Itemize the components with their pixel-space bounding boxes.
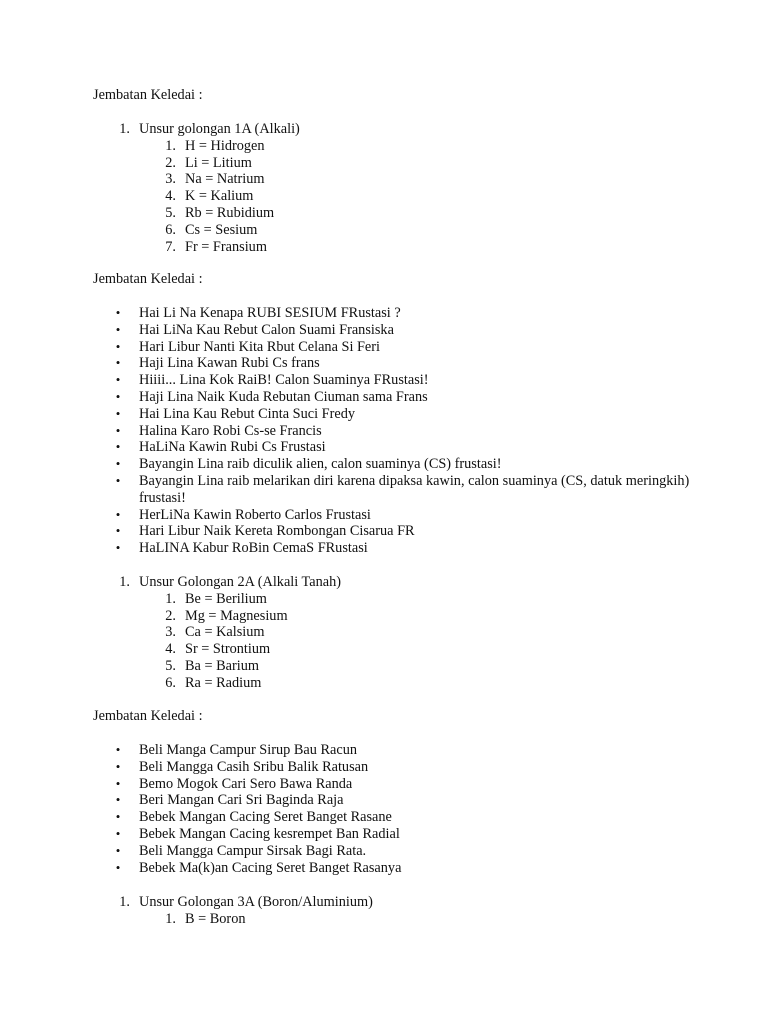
mnemonic-item — [0, 826, 768, 843]
list-number: 1. — [119, 894, 130, 910]
mnemonic-item — [0, 439, 768, 456]
mnemonic-text: Hai Li Na Kenapa RUBI SESIUM FRustasi ? — [139, 305, 401, 321]
mnemonic-text: Bebek Mangan Cacing Seret Banget Rasane — [139, 809, 392, 826]
element-number: 1. — [165, 590, 176, 607]
element-text: K = Kalium — [185, 188, 254, 205]
mnemonic-text: Hai LiNa Kau Rebut Calon Suami Fransiska — [139, 321, 394, 338]
list-number: 1. — [119, 121, 130, 137]
mnemonic-text: HaLINA Kabur RoBin CemaS FRustasi — [139, 540, 368, 557]
element-text: Ca = Kalsium — [185, 624, 265, 641]
mnemonic-item — [0, 759, 768, 776]
element-text: Be = Berilium — [185, 590, 267, 607]
mnemonic-item — [0, 523, 768, 540]
element-number: 6. — [165, 674, 176, 691]
element-list — [0, 591, 768, 692]
bullet-icon: • — [115, 456, 121, 472]
element-number: 2. — [165, 607, 176, 624]
mnemonic-item — [0, 776, 768, 793]
bullet-icon: • — [115, 388, 121, 404]
mnemonic-text: Hiiii... Lina Kok RaiB! Calon Suaminya FRustasi! — [139, 372, 429, 389]
group-title: Unsur Golongan 3A (Boron/Aluminium) — [139, 894, 373, 910]
element-item — [0, 608, 768, 625]
bullet-icon: • — [115, 372, 121, 388]
mnemonic-item — [0, 860, 768, 877]
group-title: Unsur Golongan 2A (Alkali Tanah) — [139, 574, 342, 590]
element-item — [0, 239, 768, 256]
mnemonic-list-2a — [0, 742, 768, 876]
bullet-icon: • — [115, 439, 121, 455]
group-title-row — [0, 121, 768, 138]
mnemonic-item — [0, 423, 768, 440]
element-list — [0, 911, 768, 928]
mnemonic-text: Bayangin Lina raib diculik alien, calon suaminya (CS) frustasi! — [139, 456, 502, 473]
element-item — [0, 155, 768, 172]
element-number: 3. — [165, 171, 176, 188]
element-item — [0, 591, 768, 608]
element-item — [0, 658, 768, 675]
mnemonic-item — [0, 406, 768, 423]
bullet-icon: • — [115, 523, 121, 539]
element-item — [0, 641, 768, 658]
element-number: 3. — [165, 624, 176, 641]
mnemonic-text: HerLiNa Kawin Roberto Carlos Frustasi — [139, 506, 371, 523]
mnemonic-item — [0, 322, 768, 339]
element-number: 1. — [165, 137, 176, 154]
element-item — [0, 624, 768, 641]
section-heading: Jembatan Keledai : — [93, 87, 203, 103]
group-3a-list — [0, 894, 768, 928]
element-number: 4. — [165, 641, 176, 658]
element-text: H = Hidrogen — [185, 137, 265, 154]
bullet-icon: • — [115, 775, 121, 791]
mnemonic-text: Beli Mangga Casih Sribu Balik Ratusan — [139, 758, 369, 775]
mnemonic-item — [0, 507, 768, 524]
mnemonic-text: Hai Lina Kau Rebut Cinta Suci Fredy — [139, 405, 356, 422]
mnemonic-text: Haji Lina Naik Kuda Rebutan Ciuman sama Frans — [139, 388, 428, 405]
element-item — [0, 188, 768, 205]
element-text: Fr = Fransium — [185, 238, 267, 255]
bullet-icon: • — [115, 305, 121, 320]
group-2a-list — [0, 574, 768, 692]
mnemonic-text: Beri Mangan Cari Sri Baginda Raja — [139, 792, 344, 809]
bullet-icon: • — [115, 842, 121, 858]
group-title-row — [0, 574, 768, 591]
element-item — [0, 675, 768, 692]
mnemonic-text: Haji Lina Kawan Rubi Cs frans — [139, 355, 320, 372]
element-item — [0, 171, 768, 188]
list-number: 1. — [119, 574, 130, 590]
mnemonic-item — [0, 305, 768, 322]
element-text: Rb = Rubidium — [185, 204, 275, 221]
element-number: 4. — [165, 188, 176, 205]
element-number: 7. — [165, 238, 176, 255]
mnemonic-text: Bemo Mogok Cari Sero Bawa Randa — [139, 775, 353, 792]
element-item — [0, 138, 768, 155]
mnemonic-item — [0, 372, 768, 389]
bullet-icon: • — [115, 792, 121, 808]
element-item — [0, 205, 768, 222]
bullet-icon: • — [115, 355, 121, 371]
element-text: Ra = Radium — [185, 674, 262, 691]
element-text: Cs = Sesium — [185, 221, 258, 238]
mnemonic-text: HaLiNa Kawin Rubi Cs Frustasi — [139, 439, 326, 456]
bullet-icon: • — [115, 405, 121, 421]
bullet-icon: • — [115, 422, 121, 438]
bullet-icon: • — [115, 321, 121, 337]
element-item — [0, 222, 768, 239]
bullet-icon: • — [115, 506, 121, 522]
mnemonic-item — [0, 809, 768, 826]
mnemonic-item — [0, 742, 768, 759]
bullet-icon: • — [115, 758, 121, 774]
section-heading: Jembatan Keledai : — [93, 708, 203, 724]
element-text: B = Boron — [185, 910, 246, 927]
mnemonic-item — [0, 389, 768, 406]
mnemonic-list-1a — [0, 305, 768, 557]
element-number: 1. — [165, 910, 176, 927]
element-text: Sr = Strontium — [185, 641, 271, 658]
group-title-row — [0, 894, 768, 911]
element-text: Ba = Barium — [185, 657, 259, 674]
bullet-icon: • — [115, 825, 121, 841]
mnemonic-text: Bebek Ma(k)an Cacing Seret Banget Rasanya — [139, 859, 402, 876]
bullet-icon: • — [115, 809, 121, 825]
element-number: 2. — [165, 154, 176, 171]
mnemonic-text: Hari Libur Naik Kereta Rombongan Cisarua FR — [139, 523, 415, 540]
element-text: Mg = Magnesium — [185, 607, 288, 624]
group-1a-list — [0, 121, 768, 255]
bullet-icon: • — [115, 472, 121, 488]
mnemonic-item — [0, 473, 768, 507]
bullet-icon: • — [115, 338, 121, 354]
group-title: Unsur golongan 1A (Alkali) — [139, 121, 300, 137]
mnemonic-item — [0, 339, 768, 356]
element-item — [0, 911, 768, 928]
mnemonic-text: Beli Manga Campur Sirup Bau Racun — [139, 742, 357, 758]
element-number: 6. — [165, 221, 176, 238]
mnemonic-text: Hari Libur Nanti Kita Rbut Celana Si Feri — [139, 338, 381, 355]
mnemonic-item — [0, 792, 768, 809]
mnemonic-item — [0, 355, 768, 372]
mnemonic-text: Bebek Mangan Cacing kesrempet Ban Radial — [139, 825, 400, 842]
mnemonic-text: Halina Karo Robi Cs-se Francis — [139, 422, 322, 439]
mnemonic-text: Beli Mangga Campur Sirsak Bagi Rata. — [139, 842, 367, 859]
bullet-icon: • — [115, 859, 121, 875]
element-text: Li = Litium — [185, 154, 252, 171]
element-number: 5. — [165, 657, 176, 674]
element-list — [0, 138, 768, 256]
mnemonic-text: Bayangin Lina raib melarikan diri karena dipaksa kawin, calon suaminya (CS, datuk meringkih) frustasi! — [139, 472, 690, 506]
element-text: Na = Natrium — [185, 171, 265, 188]
mnemonic-item — [0, 456, 768, 473]
mnemonic-item — [0, 843, 768, 860]
bullet-icon: • — [115, 742, 121, 757]
mnemonic-item — [0, 540, 768, 557]
bullet-icon: • — [115, 540, 121, 556]
element-number: 5. — [165, 204, 176, 221]
section-heading: Jembatan Keledai : — [93, 271, 203, 287]
